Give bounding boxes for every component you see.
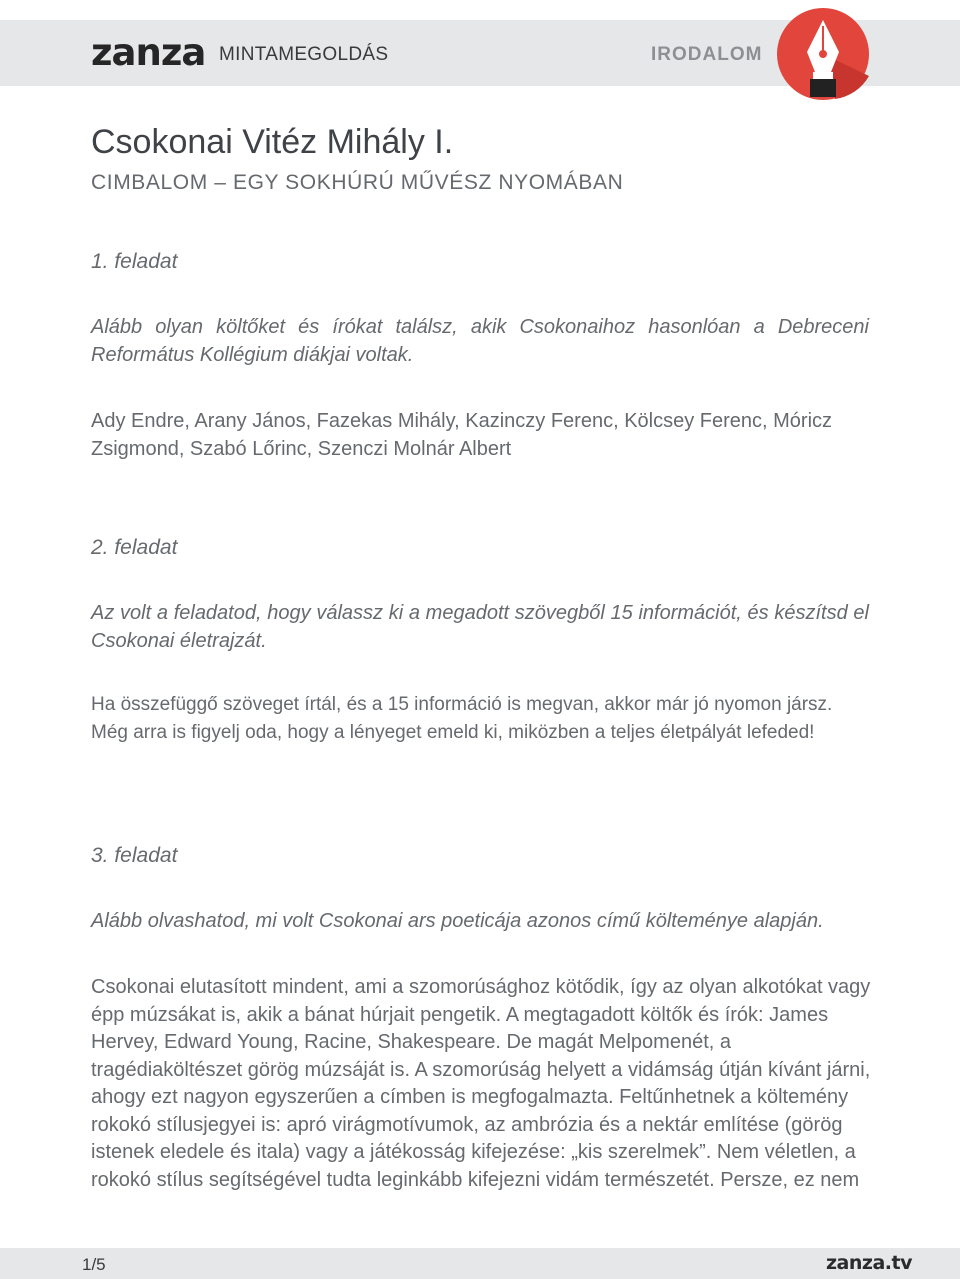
task-3-prompt: Alább olvashatod, mi volt Csokonai ars poeticája azonos című költeménye alapján. xyxy=(91,910,824,932)
task-3-answer: Csokonai elutasított mindent, ami a szomorúsághoz kötődik, így az olyan alkotókat vagy épp múzsákat is, akik a bánat húrjait pengetik. A megtagadott költők és írók: James Hervey, Edward Young, Racine, Shakespeare. De magát Melpomenét, a tragédiaköltészet görög múzsáját is. A szomorúság helyett a vidámság útján kívánt járni, ahogy ezt nagyon egyszerűen a címben is megfogalmazta. Feltűnhetnek a költemény rokokó stílusjegyei is: apró virágmotívumok, az ambrózia és a nektár említése (görög istenek eledele és itala) vagy a játékosság kifejezése: „kis szerelmek”. Nem véletlen, a rokokó stílus segítségével tudta leginkább kifejezni vidám természetét. Persze, ez nem xyxy=(91,976,871,1191)
subject-label: IRODALOM xyxy=(651,44,763,65)
fountain-pen-nib-icon xyxy=(775,6,871,102)
page-subtitle: CIMBALOM – EGY SOKHÚRÚ MŰVÉSZ NYOMÁBAN xyxy=(91,171,624,194)
task-2-prompt: Az volt a feladatod, hogy válassz ki a megadott szövegből 15 információt, és készítsd el Csokonai életrajzát. xyxy=(91,602,869,652)
task-1-prompt: Alább olyan költőket és írókat találsz, akik Csokonaihoz hasonlóan a Debreceni Református Kollégium diákjai voltak. xyxy=(91,316,869,366)
task-1-heading: 1. feladat xyxy=(91,250,178,273)
task-1-answer: Ady Endre, Arany János, Fazekas Mihály, Kazinczy Ferenc, Kölcsey Ferenc, Móricz Zsigmond, Szabó Lőrinc, Szenczi Molnár Albert xyxy=(91,410,833,460)
zanza-tv-logo: zanza.tv xyxy=(826,1252,912,1274)
footer-bar xyxy=(0,1248,960,1279)
zanza-logo: zanza xyxy=(91,31,206,74)
task-2-heading: 2. feladat xyxy=(91,536,178,559)
task-2-answer: Ha összefüggő szöveget írtál, és a 15 információ is megvan, akkor már jó nyomon jársz. Még arra is figyelj oda, hogy a lényeget emeld ki, miközben a teljes életpályát lefeded! xyxy=(91,694,833,743)
page-number: 1/5 xyxy=(82,1255,106,1274)
doc-type-label: MINTAMEGOLDÁS xyxy=(219,44,389,65)
page-title: Csokonai Vitéz Mihály I. xyxy=(91,123,454,161)
task-3-heading: 3. feladat xyxy=(91,844,178,867)
